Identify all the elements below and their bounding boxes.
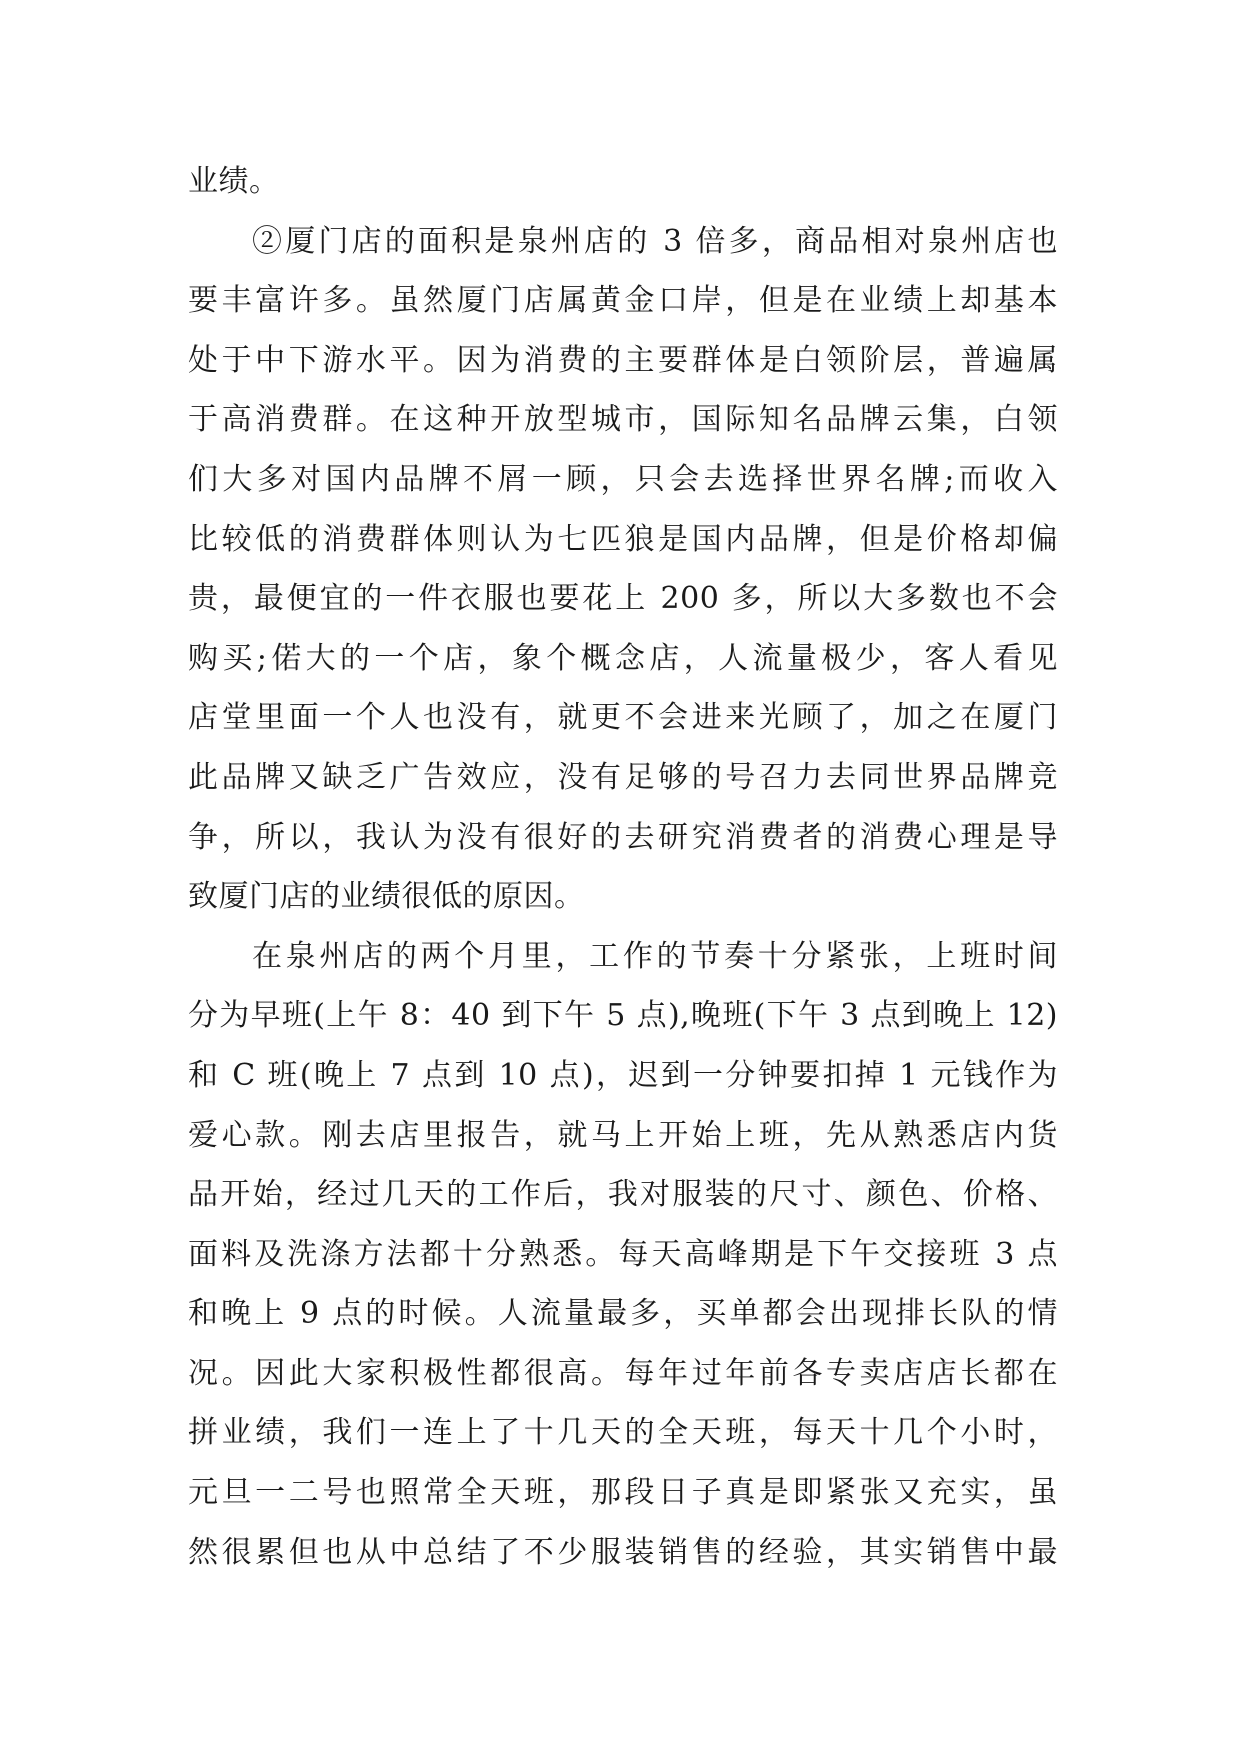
- document-body: [188, 152, 1058, 1582]
- text-line: 和 C 班(晚上 7 点到 10 点)，迟到一分钟要扣掉 1 元钱作为: [188, 1057, 1058, 1093]
- text-line: 店堂里面一个人也没有，就更不会进来光顾了，加之在厦门: [188, 700, 1058, 736]
- text-line: 元旦一二号也照常全天班，那段日子真是即紧张又充实，虽: [188, 1475, 1058, 1511]
- text-line: 贵，最便宜的一件衣服也要花上 200 多，所以大多数也不会: [188, 581, 1058, 617]
- text-line: 况。因此大家积极性都很高。每年过年前各专卖店店长都在: [188, 1355, 1058, 1391]
- text-line: 拼业绩，我们一连上了十几天的全天班，每天十几个小时，: [188, 1415, 1058, 1451]
- text-line: 然很累但也从中总结了不少服装销售的经验，其实销售中最: [188, 1534, 1058, 1570]
- text-line: 品开始，经过几天的工作后，我对服装的尺寸、颜色、价格、: [188, 1177, 1058, 1213]
- text-line: 爱心款。刚去店里报告，就马上开始上班，先从熟悉店内货: [188, 1117, 1058, 1153]
- text-line: 致厦门店的业绩很低的原因。: [188, 879, 585, 915]
- text-line: 和晚上 9 点的时候。人流量最多，买单都会出现排长队的情: [188, 1296, 1058, 1332]
- text-line: 争，所以，我认为没有很好的去研究消费者的消费心理是导: [188, 819, 1058, 855]
- text-line: 比较低的消费群体则认为七匹狼是国内品牌，但是价格却偏: [188, 521, 1058, 557]
- text-line: ②厦门店的面积是泉州店的 3 倍多，商品相对泉州店也: [252, 223, 1058, 259]
- text-line: 面料及洗涤方法都十分熟悉。每天高峰期是下午交接班 3 点: [188, 1236, 1058, 1272]
- text-line: 于高消费群。在这种开放型城市，国际知名品牌云集，白领: [188, 402, 1058, 438]
- text-line: 要丰富许多。虽然厦门店属黄金口岸，但是在业绩上却基本: [188, 283, 1058, 319]
- text-line: 购买;偌大的一个店，象个概念店，人流量极少，客人看见: [188, 640, 1058, 676]
- text-line: 们大多对国内品牌不屑一顾，只会去选择世界名牌;而收入: [188, 461, 1058, 497]
- text-line: 分为早班(上午 8：40 到下午 5 点),晚班(下午 3 点到晚上 12): [188, 998, 1058, 1034]
- text-line: 此品牌又缺乏广告效应，没有足够的号召力去同世界品牌竞: [188, 759, 1058, 795]
- text-line: 处于中下游水平。因为消费的主要群体是白领阶层，普遍属: [188, 342, 1058, 378]
- text-line: 在泉州店的两个月里，工作的节奏十分紧张，上班时间: [252, 938, 1058, 974]
- text-line: 业绩。: [188, 164, 280, 199]
